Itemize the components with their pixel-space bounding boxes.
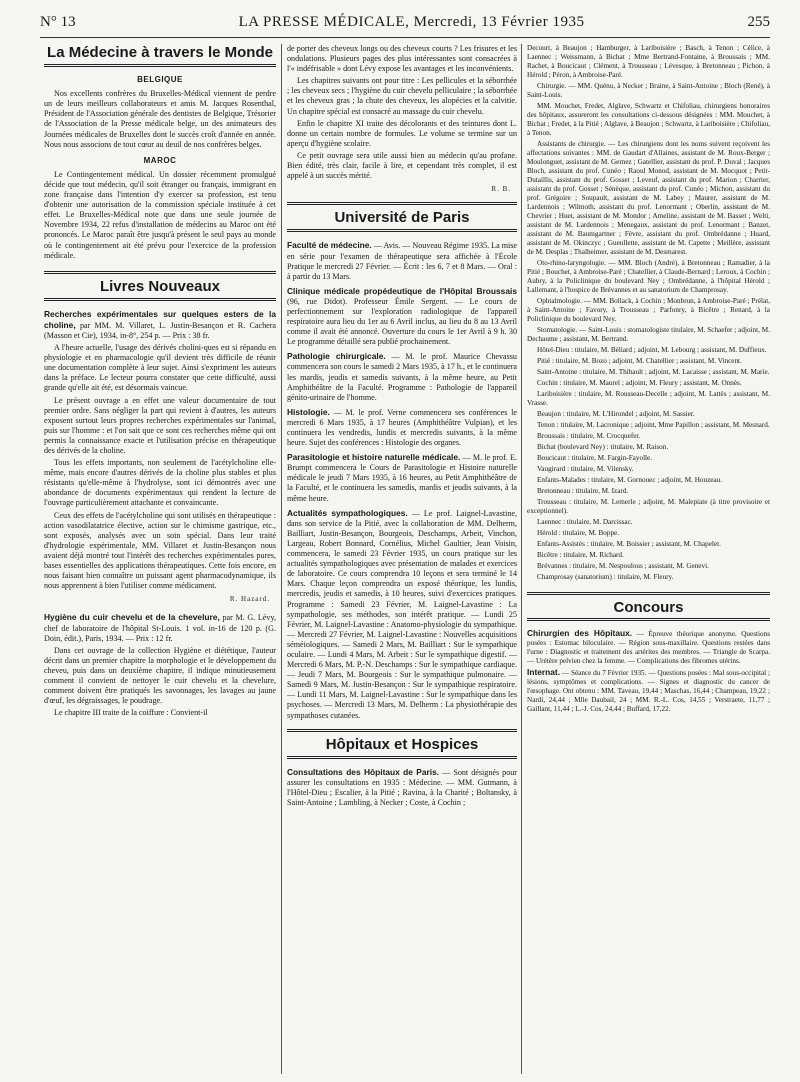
entry-text: (96, rue Didot). Professeur Émile Sergent. — Le cours de perfectionnement sur l'exploration radiologique de l'appareil respiratoire aura lieu du 1er au 6 Avril inclus, au lieu du 8 au 13 Avril comme il avait été annoncé. Ouverture du cours le 1er Avril à 9 h. 30 Le programme détaillé sera publié prochainement.: [287, 296, 517, 347]
paragraph: Trousseau : titulaire, M. Lemerle ; adjoint, M. Malepiate (à titre provisoire et exceptionnel).: [527, 498, 770, 515]
column-right: [527, 44, 770, 1074]
concours-entry: [527, 668, 770, 714]
paragraph: Laennec : titulaire, M. Darcissac.: [537, 518, 633, 526]
entry-text: — Sont désignés pour assurer les consultations en 1935 : Médecine. — MM. Gutmann, à l'Hôtel-Dieu ; Escalier, à la Pitié ; Ravina, à la Charité ; Boltansky, à Saint-Antoine ; Lambling, à Necker ; Coste, à Cochin ;: [287, 767, 517, 807]
subsection-heading: BELGIQUE: [137, 75, 183, 85]
entry-heading: Consultations des Hôpitaux de Paris.: [287, 766, 440, 777]
column-left: [44, 44, 276, 1074]
paragraph: Dans cet ouvrage de la collection Hygiène et diététique, l'auteur décrit dans un premier chapitre la morphologie et le développement du cheveu, puis dans un deuxième chapitre, il indique minutieusement comment il convient de nettoyer le cuir chevelu et la chevelure, comment doivent être pratiqués les savonnages, les lavages au jaune d'œuf, les dégraissages, le poudrage.: [44, 645, 276, 706]
entry-heading: Actualités sympathologiques.: [287, 507, 408, 518]
entry-text: — M. le prof. Maurice Chevassu commencera son cours le samedi 2 Mars 1935, à 17 h., et le continuera les mardis, jeudis et samedis suivants, à la même heure, au Petit Amphithéâtre de la Faculté. Programme : Pathologie de l'appareil génito-urinaire de l'homme.: [287, 352, 517, 402]
paragraph: Enfants-Assistés : titulaire, M. Boissier ; assistant, M. Chapelet.: [537, 540, 721, 548]
issue-number: N° 13: [40, 14, 76, 30]
university-entry: [287, 452, 517, 503]
paragraph: Ceux des effets de l'acétylcholine qui sont utilisés en thérapeutique : action vasodilatatrice élective, action sur le chimisme gastrique, etc., sont exposés, analysés avec un soin spécial. Dans leur traité d'hydrologie expérimentale, MM. Villaret et Justin-Besançon nous avaient déjà montré tout l'intérêt des recherches expérimentales pures, bases essentielles des applications thérapeutiques. Cette fois encore, en nous faisant bien connaître un puissant agent pharmacodynamique, ils nous apprennent à bien l'utiliser comme médicament.: [44, 510, 276, 591]
paragraph: Brévannes : titulaire, M. Nespoulous ; assistant, M. Genevi.: [537, 562, 709, 570]
column-middle: [287, 44, 517, 1074]
paragraph: Hôtel-Dieu : titulaire, M. Béliard ; adjoint, M. Lebourg ; assistant, M. Duffieux.: [537, 346, 767, 354]
book-entry: [44, 612, 276, 643]
university-entry: [287, 407, 517, 448]
paragraph: Broussais : titulaire, M. Crocquefer.: [537, 432, 641, 440]
divider: [44, 298, 276, 301]
book-title: Hygiène du cuir chevelu et de la chevelure,: [44, 612, 220, 623]
entry-heading: Clinique médicale propédeutique de l'Hôpital Broussais: [287, 285, 517, 296]
paragraph: MM. Mouchet, Fredet, Alglave, Schwartz et Chifoliau, chirurgiens honoraires des hôpitaux, assureront les consultations ci-dessous désignées : MM. Mouchet, à Bichat ; Fredet, à la Pitié ; Alglave, à Beaujon ; Schwartz, à Lariboisière ; Chifoliau, à Tenon.: [527, 102, 770, 137]
university-entry: [287, 240, 517, 281]
paragraph: Le présent ouvrage a en effet une valeur documentaire de tout premier ordre. Sans négliger la part qui revient à d'autres, les auteurs exposent surtout leurs propres recherches expérimentales sur l'animal, puis sur l'homme : et l'on sait que ce sont ces recherches même qui ont permis la connaissance exacte et l'utilisation précise en thérapeutique des dérivés de la choline.: [44, 395, 276, 455]
book-reference: par MM. M. Villaret, L. Justin-Besançon et R. Cachera (Masson et Cie), 1934, in-8°, 254 p. — Prix : 38 fr.: [44, 320, 276, 340]
paragraph: Hérold : titulaire, M. Boppe.: [537, 529, 620, 537]
subsection-heading: MAROC: [143, 155, 177, 165]
book-title: Recherches expérimentales sur quelques esters de la choline,: [44, 308, 276, 330]
entry-heading: Internat.: [527, 667, 561, 677]
signature: R. Hazard.: [229, 595, 270, 604]
paragraph: Ce petit ouvrage sera utile aussi bien au médecin qu'au profane. Bien édité, très clair, facile à lire, et cependant très complet, il est appelé à un succès mérité.: [287, 150, 517, 181]
university-entry: [287, 351, 517, 402]
paragraph: Bicêtre : titulaire, M. Richard.: [537, 551, 624, 559]
paragraph: Le chapitre III traite de la coiffure : Convient-il: [54, 708, 208, 718]
section-title: La Médecine à travers le Monde: [47, 44, 273, 61]
paragraph: Chirurgie. — MM. Quénu, à Necker ; Braine, à Saint-Antoine ; Bloch (René), à Saint-Louis.: [527, 82, 770, 99]
entry-heading: Faculté de médecine.: [287, 240, 372, 251]
book-entry: [44, 309, 276, 341]
divider: [44, 271, 276, 274]
page-number: 255: [747, 14, 770, 30]
paragraph: de porter des cheveux longs ou des cheveux courts ? Les frisures et les ondulations. Plusieurs pages des plus intéressantes sont consacrées à l'« indéfrisable » dont Lévy expose les avantages et les inconvénients.: [287, 44, 517, 74]
paragraph: Enfants-Malades : titulaire, M. Gornouec ; adjoint, M. Houzeau.: [537, 476, 723, 484]
journal-title: LA PRESSE MÉDICALE, Mercredi, 13 Février 1935: [238, 14, 585, 30]
page-header: [40, 14, 770, 38]
paragraph: Champrosay (sanatorium) : titulaire, M. Fleury.: [537, 573, 674, 581]
book-reference: par M. G. Lévy, chef de laboratoire de l'hôpital St-Louis. 1 vol. in-16 de 120 p. (G. Doin, édit.), Paris, 1934. — Prix : 12 fr.: [44, 613, 276, 643]
entry-heading: Chirurgien des Hôpitaux.: [527, 628, 633, 638]
paragraph: Decourt, à Beaujon ; Hamburger, à Lariboisière ; Basch, à Tenon ; Célice, à Laennec ; Weissmann, à Bichat ; Mme Bertrand-Fontaine, à Broussais ; MM. Rachet, à Boucicaut ; Clément, à Trousseau ; Lévesque, à Bretonneau ; Pichon, à Hérold ; Péron, à Ambroise-Paré.: [527, 44, 770, 79]
section-title: Livres Nouveaux: [99, 277, 221, 295]
paragraph: Le Contingentement médical. Un dossier récemment promulgué décide que tout médecin, qu'il soit étranger ou français, immigrant en zone française dans l'intention d'y exercer sa profession, est tenu d'obtenir une autorisation de la commission spéciale instituée à cet effet. Le Bruxelles-Médical note que dans une seule journée de Novembre 1934, 22 refus d'installation de médecins au Maroc ont été prononcés. Le Maroc paraît être jusqu'à présent le seul pays au monde où le contingentement ait été prévu pour l'exercice de la profession médicale.: [44, 169, 276, 260]
divider: [287, 729, 517, 732]
hospital-entry: [287, 767, 517, 808]
entry-text: — M. le prof. E. Brumpt commencera le Cours de Parasitologie et Histoire naturelle médicale le jeudi 7 Mars 1935, à 16 heures, au Petit Amphithéâtre de la Faculté, et le continuera les samedis, mardis et jeudis suivants, à la même heure.: [287, 453, 517, 503]
section-title: Concours: [613, 599, 684, 616]
paragraph: Assistants de chirurgie. — Les chirurgiens dont les noms suivent reçoivent les affectations suivantes : MM. de Gaudart d'Allaines, assistant de M. Roux-Berger ; Moulonguet, assistant de M. Gernez ; Gatellier, assistant du prof. P. Duval ; Jacques Bloch, assistant du prof. Cunéo ; Raoul Monod, assistant de M. Mocquot ; Petit-Dutaillis, assistant du prof. Gosset ; Leveuf, assistant du prof. Marion ; Charrier, assistant du prof. Gosset ; Sénèque, assistant du prof. Cunéo ; Michon, assistant du prof. Grégoire ; Soupault, assistant de M. Labey ; Maurer, assistant de M. Lardennois ; Wilmoth, assistant du prof. Lenormant ; Oberlin, assistant de M. Chevrier ; Huet, assistant de M. Mondor ; Ameline, assistant de M. Basset ; Welti, assistant de M. Lardennois ; Menegaux, assistant du prof. Lenormant ; Banzet, assistant de M. Baumgartner ; Fèvre, assistant du prof. Ombrédanne ; Huard, assistant de M. Okinczyc ; Gueullette, assistant de M. Capette ; Meillère, assistant de M. Desplas ; Thalheimer, assistant de M. Desmarest.: [527, 140, 770, 256]
section-title: Hôpitaux et Hospices: [325, 735, 479, 753]
signature: R. B.: [491, 185, 511, 194]
section-title: Université de Paris: [334, 209, 470, 227]
paragraph: Vaugirard : titulaire, M. Vilensky.: [537, 465, 634, 473]
entry-text: — M. le prof. Verne commencera ses conférences le mercredi 6 Mars 1935, à 17 heures (Amphithéâtre Vulpian), et les continuera les vendredis, lundis et mercredis suivants, à la même heure. Sujet des conférences : Histologie des organes.: [287, 407, 517, 448]
paragraph: Bretonneau : titulaire, M. Izard.: [537, 487, 629, 495]
column-rule: [521, 44, 522, 1074]
paragraph: Lariboisière : titulaire, M. Rousseau-Decelle ; adjoint, M. Lattès ; assistant, M. Vrasse.: [527, 390, 770, 407]
divider: [287, 756, 517, 759]
paragraph: A l'heure actuelle, l'usage des dérivés cholini-ques est si répandu en physiologie et en pharmacologie qu'il devient très difficile de réunir une documentation complète à leur sujet. Ainsi s'expriment les auteurs dans la préface. Le lecteur pourra constater que cette difficulté, aussi grande qu'elle ait été, est désormais vaincue.: [44, 343, 276, 393]
column-rule: [281, 44, 282, 1074]
paragraph: Bichat (boulevard Ney) : titulaire, M. Raison.: [537, 443, 669, 451]
divider: [287, 229, 517, 232]
university-entry: [287, 508, 517, 721]
paragraph: Saint-Antoine : titulaire, M. Thibault ; adjoint, M. Lacaisse ; assistant, M. Marie.: [537, 368, 770, 376]
paragraph: Tenon : titulaire, M. Lacronique ; adjoint, Mme Papillon ; assistant, M. Mesnard.: [537, 421, 770, 429]
university-entries: [287, 240, 517, 720]
university-entry: [287, 286, 517, 348]
divider: [527, 592, 770, 595]
entry-heading: Pathologie chirurgicale.: [287, 351, 386, 362]
entry-heading: Histologie.: [287, 406, 330, 417]
entry-heading: Parasitologie et histoire naturelle médicale.: [287, 452, 461, 463]
concours-entry: [527, 629, 770, 666]
paragraph: Ophtalmologie. — MM. Bollack, à Cochin ; Monbrun, à Ambroise-Paré ; Prélat, à Saint-Antoine ; Favory, à Trousseau ; Parfonry, à Bicêtre ; Renard, à la Policlinique du boulevard Ney.: [527, 297, 770, 323]
paragraph: Nos excellents confrères du Bruxelles-Médical viennent de perdre un de leurs meilleurs collaborateurs et amis M. Jacques Rosenthal, Président de l'Association générale des dentistes de Belgique, Trésorier de l'Association de la Presse médicale belge, un des animateurs des Journées médicales de Bruxelles dont le succès croît d'année en année. Nous nous associons de tout cœur au deuil de nos confrères belges.: [44, 89, 276, 149]
paragraph: Boucicaut : titulaire, M. Fargin-Fayolle.: [537, 454, 653, 462]
paragraph: Pitié : titulaire, M. Bozo ; adjoint, M. Chatellier ; assistant, M. Vincent.: [537, 357, 742, 365]
paragraph: Tous les effets importants, non seulement de l'acétylcholine elle-même, mais encore d'autres dérivés de la choline plus stables et plus résistants qu'elle-même à l'hydrolyse, sont ici démontrés avec une abondance de documents expérimentaux qui rendent la lecture de l'ouvrage particulièrement attachante et convaincante.: [44, 458, 276, 508]
entry-text: — Épreuve théorique anonyme. Questions posées : Estomac biloculaire. — Région sous-maxillaire. Questions restées dans l'urne : Diagnostic et traitement des artérites des membres. — Triangle de Scarpa. — Urétère pelvien chez la femme. — Complications des fibromes utérins.: [527, 630, 770, 665]
paragraph: Oto-rhino-laryngologie. — MM. Bloch (André), à Bretonneau ; Ramadier, à la Pitié ; Bouchet, à Ambroise-Paré ; Chatellier, à Claude-Bernard ; Leroux, à Cochin ; Aubry, à la Policlinique du boulevard Ney ; Ombrédanne, à l'hôpital Hérold ; Lallemant, à l'hospice de Brévannes et au sanatorium de Champrosay.: [527, 259, 770, 294]
entry-text: — Le prof. Laignel-Lavastine, dans son service de la Pitié, avec la collaboration de MM. Delherm, Bailliart, Justin-Besançon, Bourgeois, Deschamps, Arbeit, Vinchon, Largeau, Robert Bonnard, Cornélius, Michel Gaultier, Jean Voisin, commencera, le samedi 23 Février 1935, un cours pratique sur les actualités sympathologiques avec présentation de malades et exercices de laboratoire. Ce cours comprendra 10 leçons et sera terminé le 14 Mars. Chaque leçon comprendra un exposé théorique, les lundis, mercredis, jeudis et samedis, à 10 heures, suivi d'exercices pratiques. Programme : Samedi 23 Février, M. Laignel-Lavastine : La sympathologie, ses méthodes, son intérêt pratique. — Lundi 25 Février, M. Laignel-Lavastine : Anatomo-physiologie du sympathique. — Mercredi 27 Février, M. Laignel-Lavastine : Nouvelles acquisitions séméiologiques. — Samedi 2 Mars, M. Bailliart : Sur le sympathique oculaire. — Lundi 4 Mars, M. Arbeit : Sur le sympathique digestif. — Mercredi 6 Mars, M. P.-N. Deschamps : Sur le sympathique cardiaque. — Jeudi 7 Mars, M. Bourgeois : Sur le sympathique pulmonaire. — Samedi 9 Mars, M. Justin-Besançon : Sur le sympathique respiratoire. — Lundi 11 Mars, M. Laignel-Lavastine : Sur le sympathique dans les psychoses. — Mercredi 13 Mars, M. Delherm : La physiothérapie des sympathoses cutanées.: [287, 508, 517, 720]
entry-text: — Séance du 7 Février 1935. — Questions posées : Mal sous-occipital ; lésions, symptômes et complications. — Signes et diagnostic du cancer de l'œsophage. Ont obtenu : MM. Taveau, 19,44 ; Maschas, 16,44 ; Champeau, 19,22 ; Nardi, 24,44 ; Mlle Daubail, 24 ; MM. R.-L. Cos, 14,55 ; Verstraete, 11,77 ; Gaillant, 11,44 ; L.-J. Cos, 24,44 ; Buffard, 17,22.: [527, 669, 770, 713]
paragraph: Enfin le chapitre XI traite des décolorants et des teintures dont L. donne un certain nombre de formules. Le volume se termine sur un aperçu d'hygiène scolaire.: [287, 118, 517, 148]
divider: [527, 618, 770, 621]
paragraph: Cochin : titulaire, M. Maurel ; adjoint, M. Fleury ; assistant, M. Onnès.: [537, 379, 742, 387]
paragraph: Les chapitres suivants ont pour titre : Les pellicules et la séborrhée ; les cheveux secs ; l'hygiène du cuir chevelu pelliculaire ; la séborrhée et les cheveux gras ; la chute des cheveux, les alopécies et la calvitie. Un chapitre spécial est consacré au massage du cuir chevelu.: [287, 76, 517, 116]
paragraph: Beaujon : titulaire, M. L'Hirondel ; adjoint, M. Sassier.: [537, 410, 695, 418]
divider: [44, 64, 276, 67]
paragraph: Stomatologie. — Saint-Louis : stomatologiste titulaire, M. Schaefer ; adjoint, M. Dechaume ; assistant, M. Bertrand.: [527, 326, 770, 343]
divider: [287, 202, 517, 205]
entry-text: — Avis. — Nouveau Régime 1935. La mise en série pour l'examen de thérapeutique sera affichée à l'École Pratique le mercredi 27 Février. — Écrit : les 6, 7 et 8 Mars. — Oral : à partir du 13 Mars.: [287, 241, 517, 281]
